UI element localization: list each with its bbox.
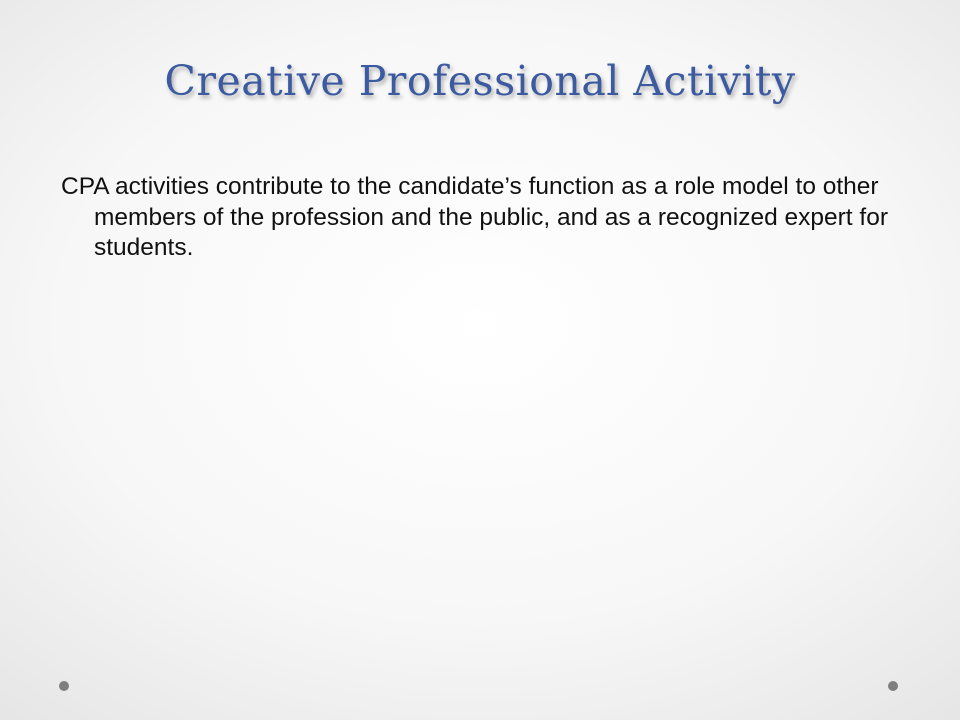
slide-title: Creative Professional Activity (164, 57, 796, 105)
corner-dot-icon (59, 681, 69, 691)
corner-dot-icon (888, 681, 898, 691)
slide-body-text: CPA activities contribute to the candidate’s function as a role model to other members of the profession and the public, and as a recognized expert for students. (61, 173, 888, 262)
